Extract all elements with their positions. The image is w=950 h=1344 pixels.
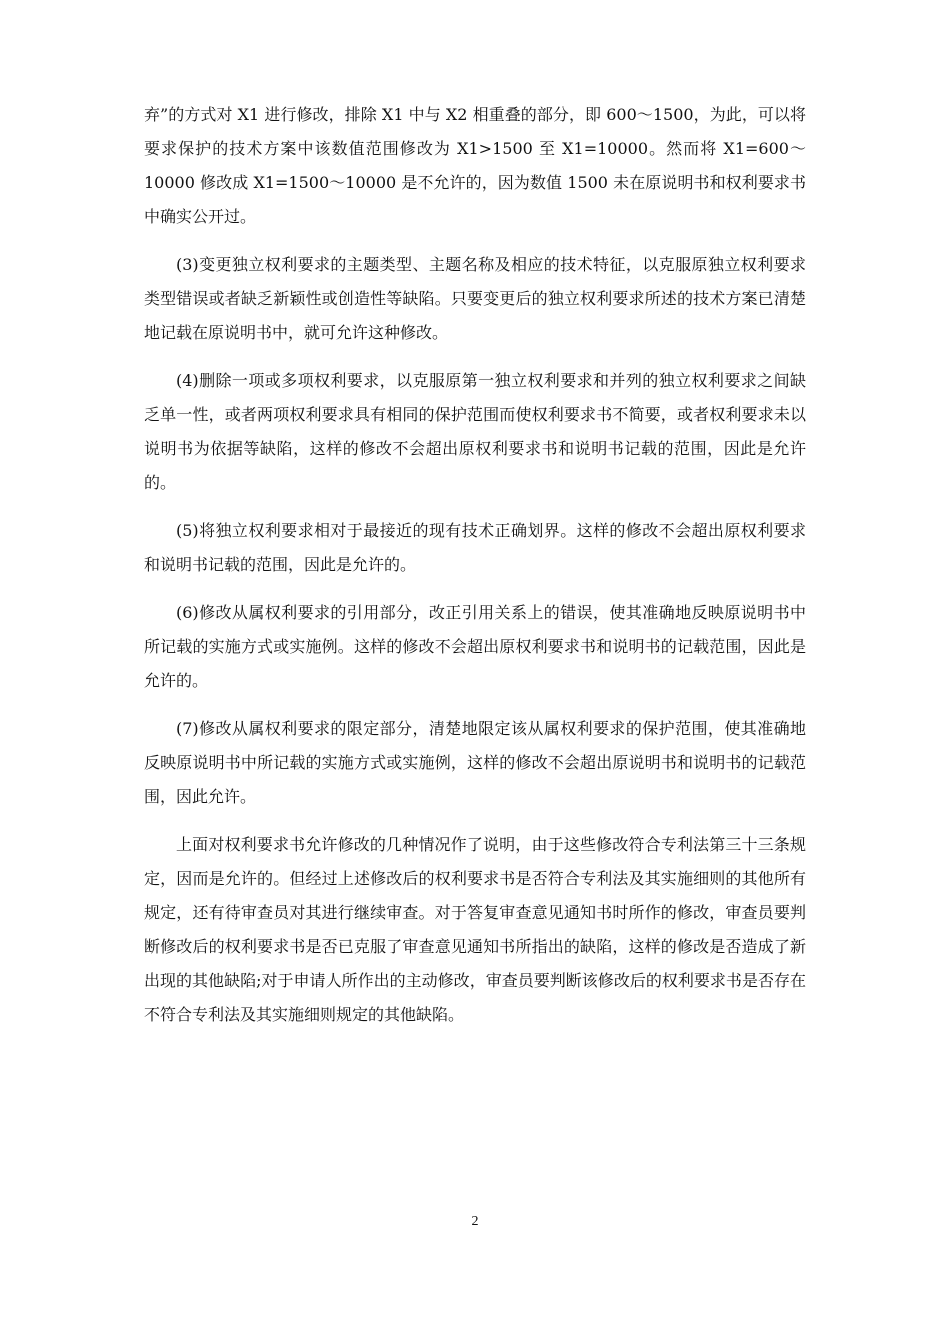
paragraph-item-6: (6)修改从属权利要求的引用部分，改正引用关系上的错误，使其准确地反映原说明书中所记载的实施方式或实施例。这样的修改不会超出原权利要求书和说明书的记载范围，因此是允许的。 xyxy=(144,603,806,690)
paragraph-item-4: (4)删除一项或多项权利要求，以克服原第一独立权利要求和并列的独立权利要求之间缺乏单一性，或者两项权利要求具有相同的保护范围而使权利要求书不简要，或者权利要求未以说明书为依据等缺陷，这样的修改不会超出原权利要求书和说明书记载的范围，因此是允许的。 xyxy=(144,371,806,492)
page-number: 2 xyxy=(471,1214,479,1229)
paragraph-item-5: (5)将独立权利要求相对于最接近的现有技术正确划界。这样的修改不会超出原权利要求和说明书记载的范围，因此是允许的。 xyxy=(144,521,806,574)
paragraph-summary: 上面对权利要求书允许修改的几种情况作了说明，由于这些修改符合专利法第三十三条规定，因而是允许的。但经过上述修改后的权利要求书是否符合专利法及其实施细则的其他所有规定，还有待审查员对其进行继续审查。对于答复审查意见通知书时所作的修改，审查员要判断修改后的权利要求书是否已克服了审查意见通知书所指出的缺陷，这样的修改是否造成了新出现的其他缺陷;对于申请人所作出的主动修改，审查员要判断该修改后的权利要求书是否存在不符合专利法及其实施细则规定的其他缺陷。 xyxy=(144,835,806,1024)
paragraph-continuation: 弃”的方式对 X1 进行修改，排除 X1 中与 X2 相重叠的部分，即 600～1500，为此，可以将要求保护的技术方案中该数值范围修改为 X1>1500 至 X1=10000。然而将 X1=600～10000 修改成 X1=1500～10000 是不允许的，因为数值 1500 未在原说明书和权利要求书中确实公开过。 xyxy=(144,105,806,226)
paragraph-item-3: (3)变更独立权利要求的主题类型、主题名称及相应的技术特征，以克服原独立权利要求类型错误或者缺乏新颖性或创造性等缺陷。只要变更后的独立权利要求所述的技术方案已清楚地记载在原说明书中，就可允许这种修改。 xyxy=(144,255,806,342)
paragraph-item-7: (7)修改从属权利要求的限定部分，清楚地限定该从属权利要求的保护范围，使其准确地反映原说明书中所记载的实施方式或实施例，这样的修改不会超出原说明书和说明书的记载范围，因此允许。 xyxy=(144,719,806,806)
document-body xyxy=(144,98,806,1046)
